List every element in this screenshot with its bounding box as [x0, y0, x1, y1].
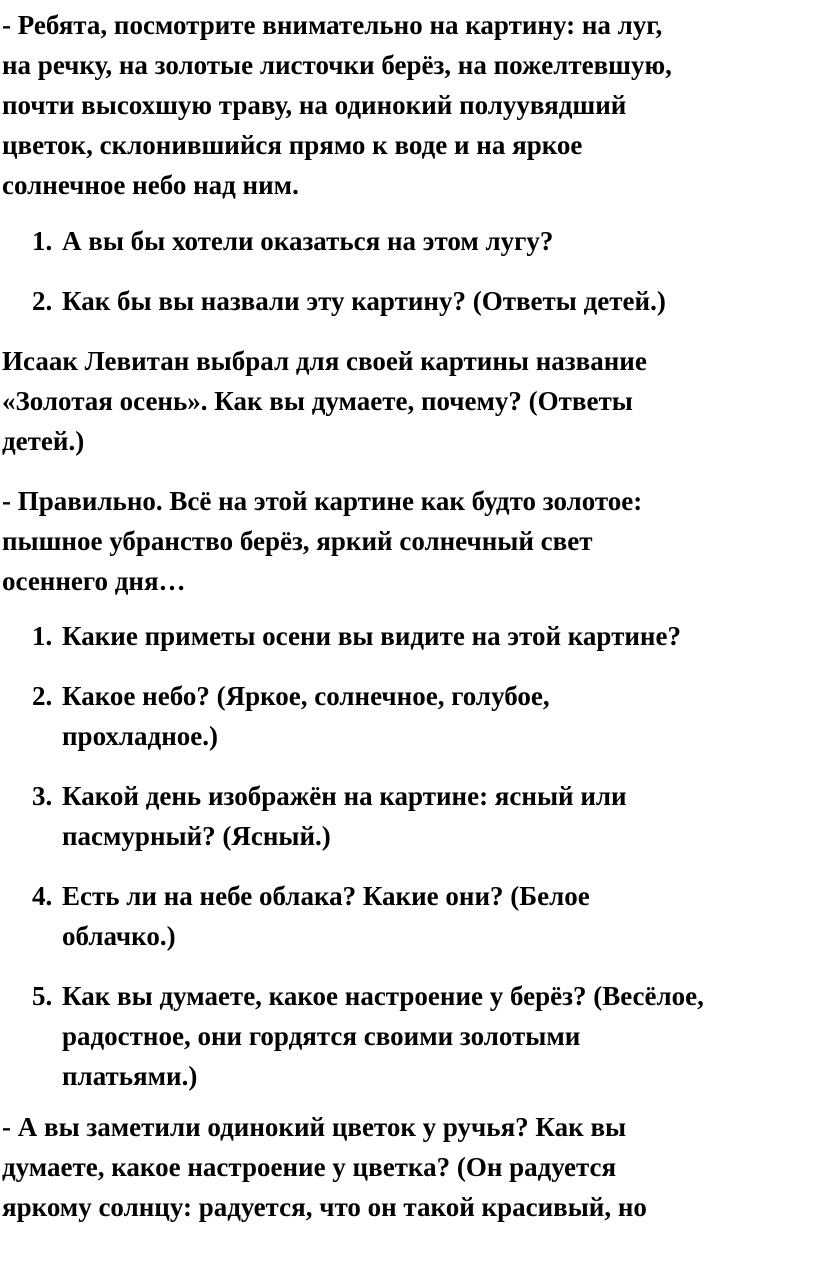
- list-item-text: Какое небо? (Яркое, солнечное, голубое,: [62, 681, 550, 711]
- list-number: 2.: [32, 681, 53, 711]
- paragraph-flower: [2, 1107, 814, 1227]
- list-item-text: Как бы вы назвали эту картину? (Ответы детей.): [62, 286, 666, 316]
- list-number: 2.: [32, 286, 53, 316]
- list-number: 4.: [32, 881, 53, 911]
- list-item: [2, 676, 814, 756]
- paragraph-correct: [2, 481, 814, 601]
- list-item-text: Как вы думаете, какое настроение у берёз? (Весёлое,: [62, 981, 704, 1011]
- list-item-text: радостное, они гордятся своими золотыми: [62, 1021, 581, 1051]
- list-item: [2, 976, 814, 1096]
- text-line: почти высохшую траву, на одинокий полуувядший: [2, 90, 627, 120]
- paragraph-levitan: [2, 341, 814, 461]
- document-body: [2, 0, 814, 1227]
- list-item-text: пасмурный? (Ясный.): [62, 821, 331, 851]
- list-item: [2, 281, 814, 321]
- text-line: яркому солнцу: радуется, что он такой красивый, но: [2, 1192, 647, 1222]
- list-item-text: Есть ли на небе облака? Какие они? (Белое: [62, 881, 590, 911]
- list-item-text: Какой день изображён на картине: ясный или: [62, 781, 627, 811]
- list-item-text: Какие приметы осени вы видите на этой картине?: [62, 621, 681, 651]
- list-item: [2, 616, 814, 656]
- list-item-text: А вы бы хотели оказаться на этом лугу?: [62, 226, 554, 256]
- list-item-text: облачко.): [62, 921, 176, 951]
- text-line: цветок, склонившийся прямо к воде и на яркое: [2, 130, 583, 160]
- text-line: Исаак Левитан выбрал для своей картины название: [2, 346, 647, 376]
- list-number: 3.: [32, 781, 53, 811]
- list-number: 5.: [32, 981, 53, 1011]
- text-line: «Золотая осень». Как вы думаете, почему? (Ответы: [2, 386, 633, 416]
- text-line: детей.): [2, 426, 85, 456]
- text-line: - А вы заметили одинокий цветок у ручья? Как вы: [2, 1112, 627, 1142]
- list-number: 1.: [32, 226, 53, 256]
- text-line: осеннего дня…: [2, 566, 186, 596]
- list-item-text: платьями.): [62, 1061, 198, 1091]
- list-item-text: прохладное.): [62, 721, 218, 751]
- question-list-2: [2, 616, 814, 1096]
- list-item: [2, 221, 814, 261]
- text-line: солнечное небо над ним.: [2, 170, 299, 200]
- paragraph-intro: [2, 5, 814, 205]
- list-item: [2, 876, 814, 956]
- list-number: 1.: [32, 621, 53, 651]
- text-line: на речку, на золотые листочки берёз, на пожелтевшую,: [2, 50, 672, 80]
- question-list-1: [2, 221, 814, 321]
- text-line: - Ребята, посмотрите внимательно на картину: на луг,: [2, 10, 663, 40]
- text-line: пышное убранство берёз, яркий солнечный свет: [2, 526, 593, 556]
- text-line: - Правильно. Всё на этой картине как будто золотое:: [2, 486, 643, 516]
- text-line: думаете, какое настроение у цветка? (Он радуется: [2, 1152, 617, 1182]
- list-item: [2, 776, 814, 856]
